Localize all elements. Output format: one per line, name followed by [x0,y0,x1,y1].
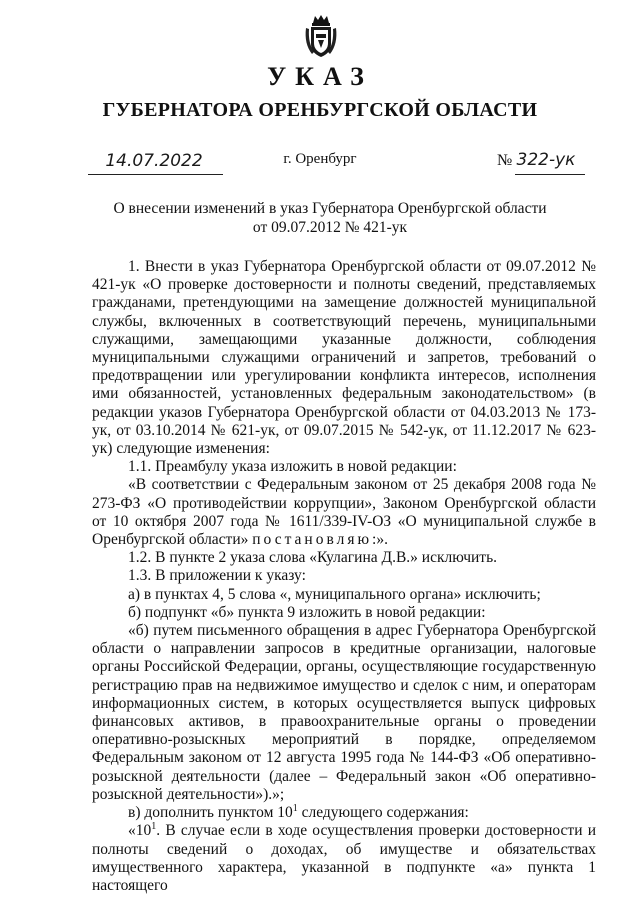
document-date: 14.07.2022 [105,151,203,171]
document-subject [90,199,570,237]
number-label: № [497,152,513,169]
document-type: УКАЗ [267,62,373,91]
coat-of-arms-icon [302,14,340,60]
preamble-text: «В соответствии с Федеральным законом от 25 декабря 2008 года № 273-ФЗ «О противодействии коррупции», Законом Оренбургской области от 10 октября 2007 года № 1611/339-IV-ОЗ «О муниципальной службе в Оренбургской области» [92,476,596,549]
document-number [497,150,575,170]
paragraph-v [92,804,596,822]
subject-line-1: О внесении изменений в указ Губернатора Оренбургской области [113,200,547,217]
paragraph-10-1 [92,822,596,895]
paragraph-1-2: 1.2. В пункте 2 указа слова «Кулагина Д.В.» исключить. [128,549,498,567]
subject-line-2: от 09.07.2012 № 421-ук [252,219,408,236]
paragraph-preamble [92,476,596,549]
paragraph-1: 1. Внести в указ Губернатора Оренбургской области от 09.07.2012 № 421-ук «О проверке достоверности и полноты сведений, представляемых гражданами, претендующими на замещение должностей муниципальной службы, включенных в соответствующий перечень, муниципальными служащими, замещающими указанные должности, соблюдения муниципальными служащими ограничений и запретов, требований о предотвращении или урегулировании конфликта интересов, исполнения ими обязанностей, установленных федеральным законодательством» (в редакции указов Губернатора Оренбургской области от 04.03.2013 № 173-ук, от 03.10.2014 № 621-ук, от 09.07.2015 № 542-ук, от 11.12.2017 № 623-ук) следующие изменения: [92,258,596,458]
paragraph-10-1-num: «10 [128,822,152,840]
document-city: г. Оренбург [283,151,357,167]
document-body [92,258,596,895]
preamble-resolve-word: постановляю [252,531,373,549]
paragraph-1-3: 1.3. В приложении к указу: [128,567,306,585]
paragraph-v-tail: следующего содержания: [297,804,469,822]
paragraph-10-1-sup: 1 [151,821,157,833]
preamble-end: :». [372,531,388,549]
paragraph-1-1: 1.1. Преамбулу указа изложить в новой редакции: [128,458,457,476]
paragraph-b: б) подпункт «б» пункта 9 изложить в новой редакции: [128,603,486,621]
date-underline [88,174,223,175]
number-value: 322-ук [516,150,576,170]
paragraph-v-text: в) дополнить пунктом 10 [128,804,293,822]
number-underline [515,174,585,175]
paragraph-b-text: «б) путем письменного обращения в адрес Губернатора Оренбургской области о направлении запросов в кредитные организации, налоговые органы Российской Федерации, органы, осуществляющие государственную регистрацию прав на недвижимое имущество и сделок с ним, и операторам информационных систем, в которых осуществляется выпуск цифровых финансовых активов, в правоохранительные органы о проведении оперативно-розыскных мероприятий в порядке, определяемом Федеральным законом от 12 августа 1995 года № 144-ФЗ «Об оперативно-розыскной деятельности (далее – Федеральный закон «Об оперативно-розыскной деятельности»).»; [92,622,596,803]
paragraph-a: а) в пунктах 4, 5 слова «, муниципального органа» исключить; [128,585,541,603]
paragraph-v-sup: 1 [292,802,298,814]
document-issuer: ГУБЕРНАТОРА ОРЕНБУРГСКОЙ ОБЛАСТИ [102,99,538,121]
paragraph-10-1-text: . В случае если в ходе осуществления проверки достоверности и полноты сведений о доходах, об имуществе и обязательствах имущественного характера, указанной в подпункте «а» пункта 1 настоящего [92,822,596,894]
